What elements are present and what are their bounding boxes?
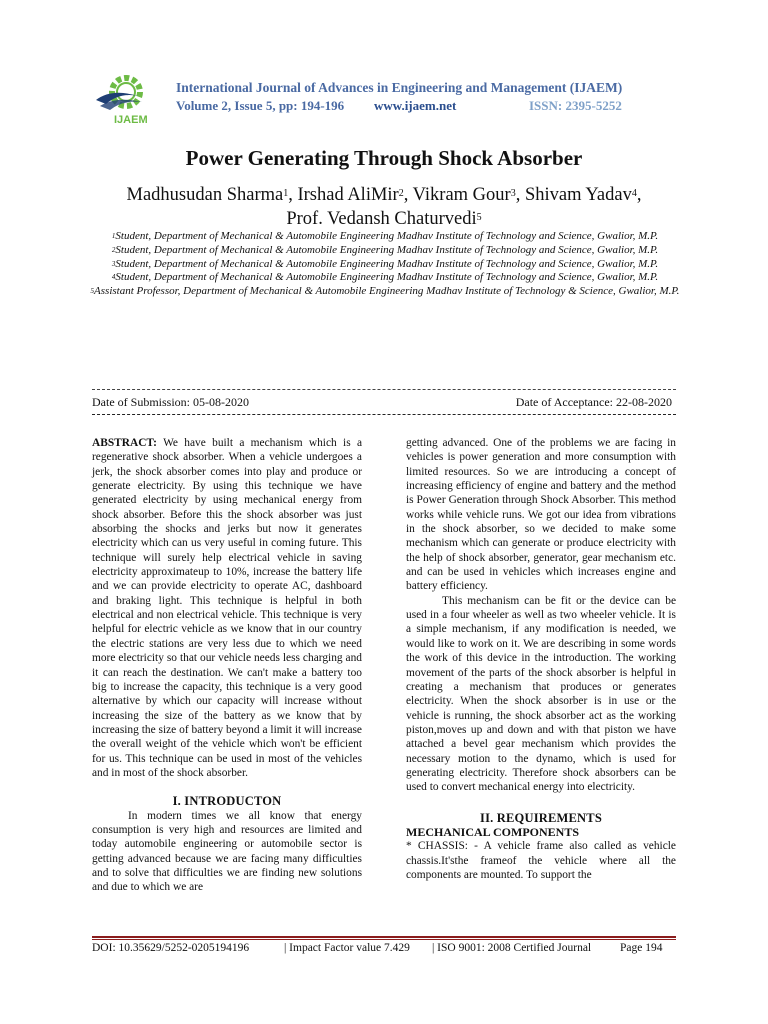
ijaem-logo (92, 70, 148, 126)
author-list: Madhusudan Sharma$^1$, Irshad AliMir$^2$, Vikram Gour$^3$, Shivam Yadav$^4$, Prof. Vedansh Chaturvedi$^5$ (126, 185, 642, 229)
affiliation-marker: 5 (90, 287, 95, 296)
affiliation-list (90, 230, 680, 299)
author-name: Vikram Gour (412, 185, 511, 205)
section-heading-requirements: II. REQUIREMENTS (480, 810, 602, 825)
logo-text: IJAEM (114, 114, 148, 126)
author-affiliation-marker: 5 (476, 212, 482, 223)
journal-website-link[interactable]: www.ijaem.net (374, 98, 457, 113)
paper-title: Power Generating Through Shock Absorber (185, 146, 583, 170)
affiliation-text: Assistant Professor, Department of Mechanical & Automobile Engineering Madhav Institute of Technology & Science, Gwalior, M.P. (94, 285, 680, 298)
author-affiliation-marker: 1 (283, 188, 289, 199)
affiliation-text: Student, Department of Mechanical & Automobile Engineering Madhav Institute of Technology and Science, Gwalior, M.P. (115, 271, 659, 284)
affiliation (90, 285, 680, 299)
affiliation-marker: 4 (111, 273, 116, 282)
author-affiliation-marker: 2 (398, 188, 404, 199)
subsection-heading-mechanical-components: MECHANICAL COMPONENTS (406, 824, 580, 839)
affiliation (90, 244, 680, 258)
abstract (92, 436, 362, 780)
affiliation-marker: 2 (111, 245, 116, 254)
author-name: Madhusudan Sharma (126, 185, 284, 205)
affiliation-text: Student, Department of Mechanical & Automobile Engineering Madhav Institute of Technology and Science, Gwalior, M.P. (115, 243, 659, 256)
divider-top (92, 389, 676, 390)
affiliation (90, 230, 680, 244)
page-number: Page 194 (620, 942, 663, 954)
author-name: Irshad AliMir (297, 185, 399, 205)
affiliation-marker: 3 (111, 259, 116, 268)
impact-factor: | Impact Factor value 7.429 (284, 942, 410, 954)
issn: ISSN: 2395-5252 (529, 98, 622, 113)
affiliation-text: Student, Department of Mechanical & Automobile Engineering Madhav Institute of Technology and Science, Gwalior, M.P. (115, 257, 659, 270)
abstract-label: ABSTRACT: (92, 437, 157, 449)
author-name: Shivam Yadav (524, 185, 632, 205)
date-of-acceptance: Date of Acceptance: 22-08-2020 (515, 395, 672, 409)
author-affiliation-marker: 3 (510, 188, 516, 199)
intro-paragraph-continued: getting advanced. One of the problems we are facing in vehicles is power generation and more consumption with limited resources. So we are introducing a concept of increasing efficiency of engine and battery and the method is Power Generation through Shock Absorber. This method works while vehicle runs. We got our idea from vibrations in the shock absorber, so we decided to make some mechanism which can generate or produce electricity with the help of shock absorber, generator, gear mechanism etc. and can be used in vehicles which increases engine and battery efficiency. (406, 437, 676, 593)
author-affiliation-marker: 4 (631, 188, 637, 199)
footer-rule-thin (92, 939, 676, 940)
left-column (92, 436, 362, 895)
volume-issue: Volume 2, Issue 5, pp: 194-196 (176, 98, 345, 113)
chassis-paragraph: * CHASSIS: - A vehicle frame also called as vehicle chassis.It'sthe frameof the vehicle where all the components are mounted. To support the (406, 840, 676, 881)
dates-row (92, 395, 672, 410)
mechanism-paragraph: This mechanism can be fit or the device can be used in a four wheeler as well as two wheeler vehicle. It is a simple mechanism, if any modification is needed, we would like to work on it. We are describing in some words the work of this device in the introduction. The working movement of the parts of the shock absorber is helpful in creating a mechanism that produces or generates electricity. When the shock absorber is in use or the vehicle is running, the shock absorber act as the working piston,moves up and down and with that piston we have attached a bevel gear mechanism which provides the necessary motion to the dynamo, which is used for generating electricity. Therefore shock absorbers can be used to convert mechanical energy into electricity. (406, 594, 676, 794)
right-column (406, 436, 676, 882)
abstract-text: We have built a mechanism which is a regenerative shock absorber. When a vehicle undergoes a jerk, the shock absorber comes into play and produce or generate electricity. By using this technique we have generated electricity by using mechanical energy from shock absorber. Before this the shock absorber was just absorbing the shocks and jerks but now it generates electricity which can us very useful in coming future. This technique will surely help electrical vehicle in saving electricity approximateup to 10%, increase the battery life and we can provide electricity to operate AC, dashboard and braking light. This technique is helpful in both electrical and non electrical vehicle. This technique is very helpful for electric vehicle as we know that in our country the electric stations are very less due to which we need more electricity so that our vehicle needs less charging and it can reach the destination. We can't make a battery too big to increase the capacity, this technique is a very good alternative by which our capacity will increase without increasing the size of the battery as we know that by increasing the size of battery beyond a limit it will increase the overall weight of the vehicle which won't be efficient for us. This technique can be used in most of the vehicles and in most of the shock absorber. (92, 437, 362, 779)
footer (92, 942, 676, 954)
journal-meta (176, 98, 622, 114)
divider-bottom (92, 414, 676, 415)
intro-paragraph: In modern times we all know that energy consumption is very high and resources are limited and today automobile engineering or automobile sector is getting advanced because we are facing many difficulties and to solve that difficulties we are finding new solutions and due to which we are (92, 809, 362, 894)
affiliation (90, 258, 680, 272)
author-name: Prof. Vedansh Chaturvedi (286, 209, 477, 229)
date-of-submission: Date of Submission: 05-08-2020 (92, 395, 249, 409)
affiliation (90, 271, 680, 285)
iso-certification: | ISO 9001: 2008 Certified Journal (432, 942, 592, 954)
doi: DOI: 10.35629/5252-0205194196 (92, 942, 250, 954)
affiliation-text: Student, Department of Mechanical & Automobile Engineering Madhav Institute of Technology and Science, Gwalior, M.P. (115, 230, 659, 242)
journal-title: International Journal of Advances in Engineering and Management (IJAEM) (176, 80, 623, 95)
footer-rule (92, 936, 676, 938)
section-heading-introduction: I. INTRODUCTON (172, 794, 282, 809)
affiliation-marker: 1 (111, 232, 116, 240)
